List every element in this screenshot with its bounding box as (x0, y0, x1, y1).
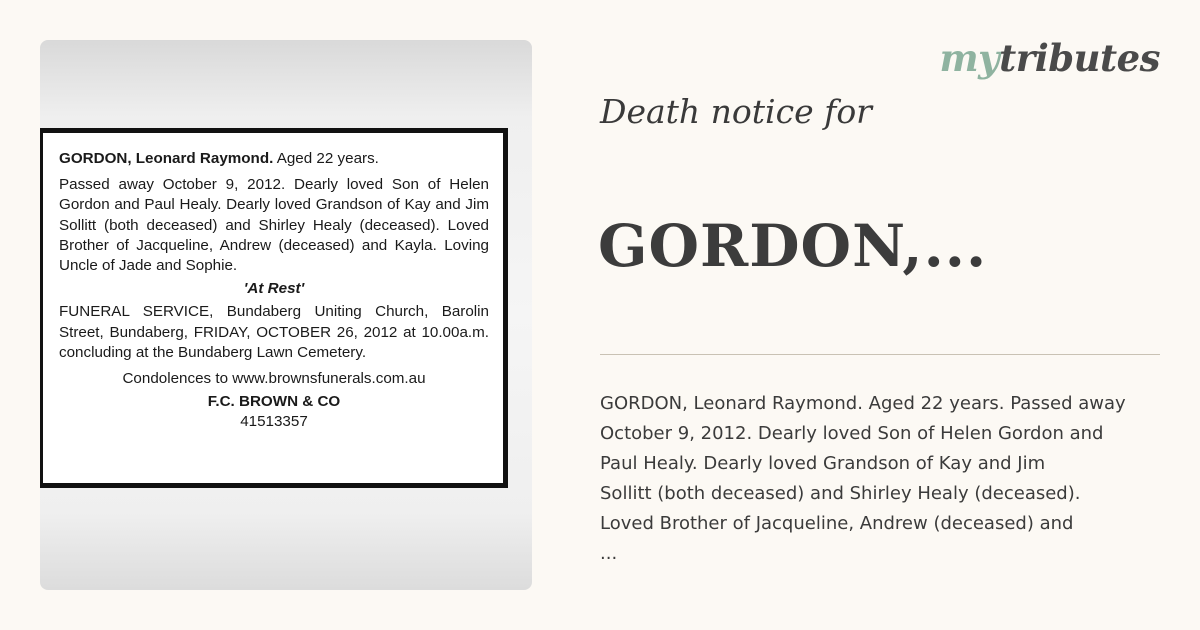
excerpt-line: October 9, 2012. Dearly loved Son of Helen Gordon and (600, 423, 1104, 444)
notice-body-text: Passed away October 9, 2012. Dearly loved Son of Helen Gordon and Paul Healy. Dearly loved Grandson of Kay and Jim Sollitt (both deceased) and Shirley Healy (deceased). Loved Brother of Jacqueline, Andrew (deceased) and Kayla. Loving Uncle of Jade and Sophie. (59, 176, 489, 275)
notice-phone: 41513357 (240, 413, 308, 431)
notice-funeral-service: FUNERAL SERVICE, Bundaberg Uniting Church, Barolin Street, Bundaberg, FRIDAY, OCTOBER 26, 2012 at 10.00a.m. concluding at the Bundaberg Lawn Cemetery. (59, 303, 489, 361)
notice-image-panel (40, 40, 532, 590)
newspaper-notice-clipping (40, 128, 508, 488)
notice-funeral-director: F.C. BROWN & CO (207, 393, 341, 411)
mytributes-logo[interactable] (939, 36, 1160, 80)
excerpt-line: Paul Healy. Dearly loved Grandson of Kay and Jim (600, 453, 1046, 474)
notice-at-rest: 'At Rest' (243, 280, 305, 298)
notice-excerpt (600, 389, 1190, 569)
notice-condolences: Condolences to www.brownsfunerals.com.au (122, 370, 426, 388)
logo-my: my (939, 36, 1000, 80)
notice-age: Aged 22 years. (273, 150, 379, 167)
logo-tributes: tributes (999, 36, 1160, 80)
excerpt-line: Loved Brother of Jacqueline, Andrew (deceased) and (600, 513, 1074, 534)
divider (600, 354, 1160, 355)
notice-deceased-name: GORDON, Leonard Raymond. (59, 150, 274, 167)
excerpt-line: Sollitt (both deceased) and Shirley Healy (deceased). (600, 483, 1081, 504)
deceased-surname-title: GORDON,... (598, 212, 988, 280)
excerpt-ellipsis: ... (600, 543, 618, 564)
notice-heading (59, 149, 489, 169)
excerpt-line: GORDON, Leonard Raymond. Aged 22 years. Passed away (600, 393, 1126, 414)
page-headline: Death notice for (600, 92, 872, 131)
